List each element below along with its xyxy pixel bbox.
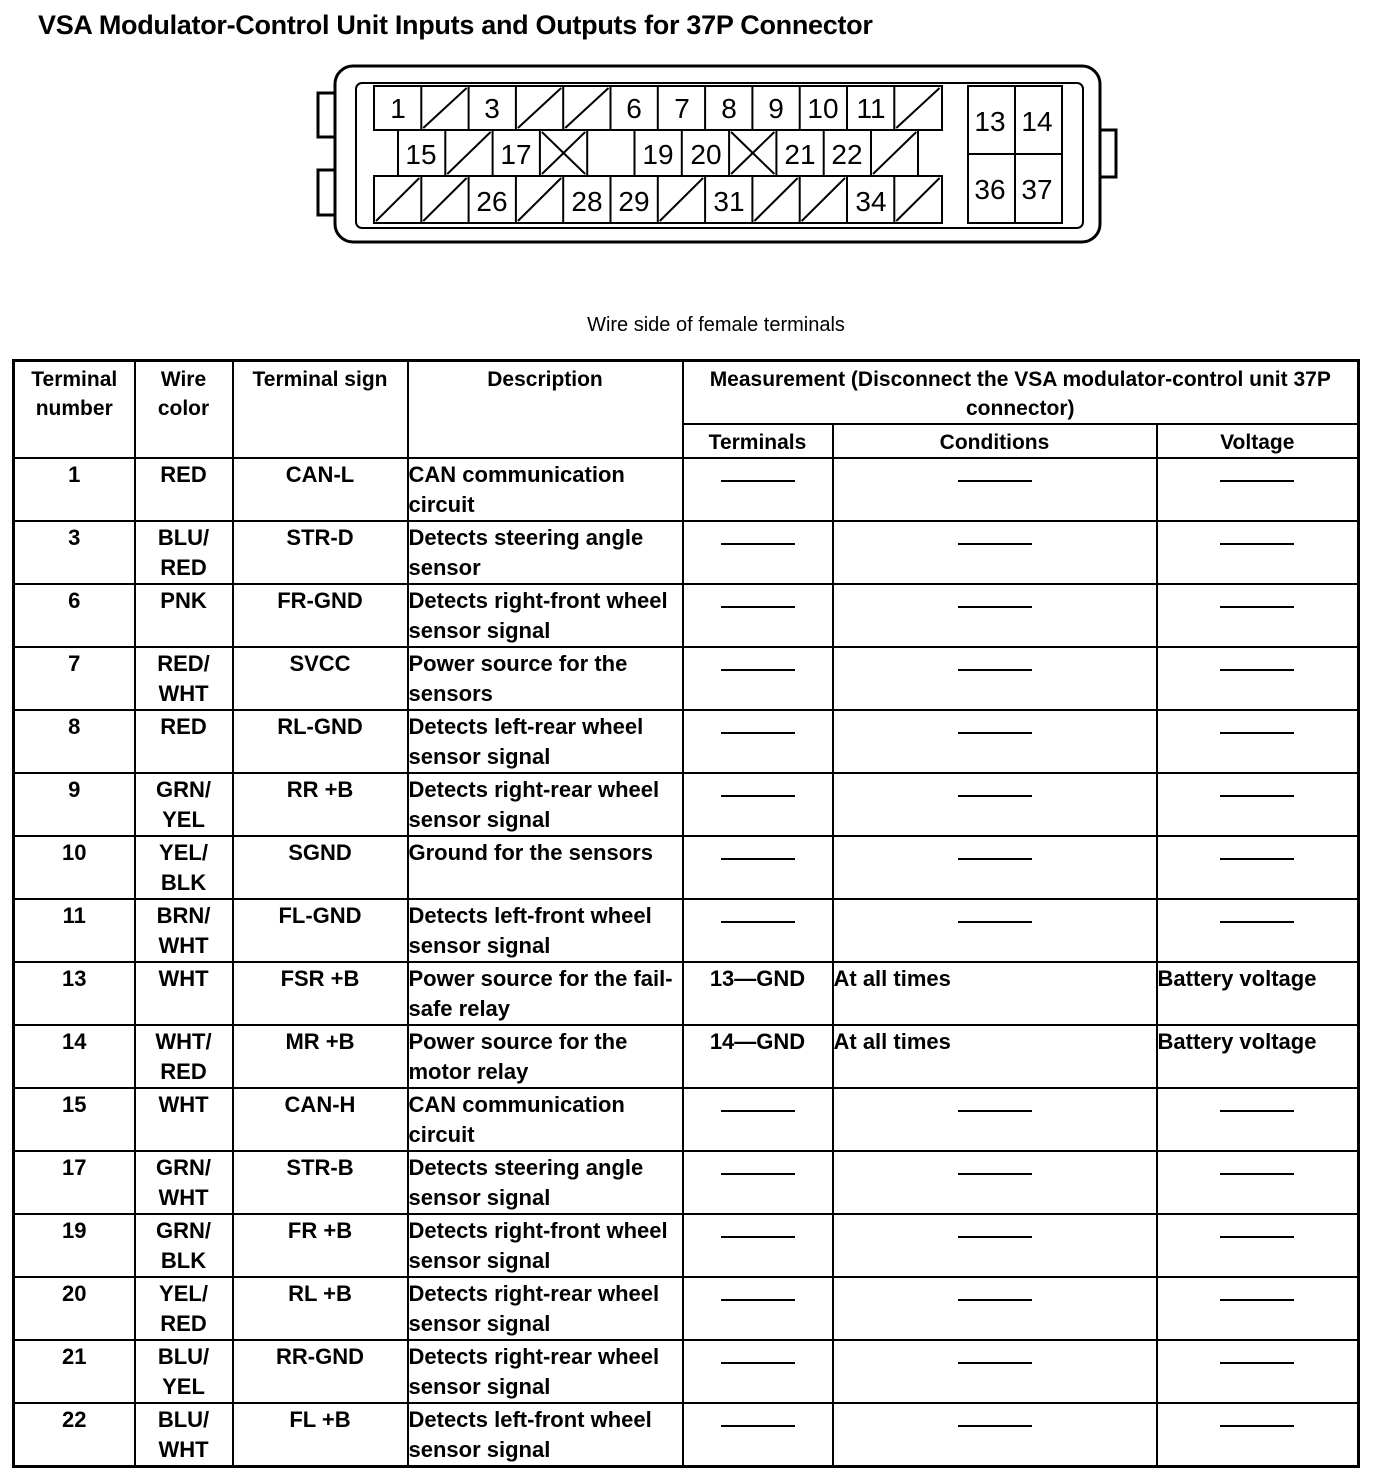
measurement-terminals-cell bbox=[683, 584, 833, 647]
terminal-sign-cell: FL +B bbox=[233, 1403, 408, 1467]
table-row bbox=[14, 899, 1359, 962]
not-applicable-dash bbox=[721, 921, 795, 923]
not-applicable-dash bbox=[1220, 732, 1294, 734]
measurement-conditions-cell bbox=[833, 1277, 1157, 1340]
cavity-label: 22 bbox=[831, 139, 863, 170]
not-applicable-dash bbox=[958, 1299, 1032, 1301]
not-applicable-dash bbox=[721, 606, 795, 608]
cavity-label: 36 bbox=[974, 174, 1006, 205]
cavity-label: 6 bbox=[626, 93, 642, 124]
blocked-cavity-mark bbox=[565, 88, 608, 128]
wire-color-cell: WHT/ RED bbox=[135, 1025, 233, 1088]
terminal-sign-cell: SVCC bbox=[233, 647, 408, 710]
terminal-number-cell: 11 bbox=[14, 899, 135, 962]
measurement-voltage-cell bbox=[1157, 1277, 1359, 1340]
measurement-voltage-cell bbox=[1157, 1340, 1359, 1403]
terminal-sign-cell: STR-B bbox=[233, 1151, 408, 1214]
not-applicable-dash bbox=[958, 732, 1032, 734]
not-applicable-dash bbox=[1220, 1362, 1294, 1364]
measurement-voltage-cell: Battery voltage bbox=[1157, 962, 1359, 1025]
not-applicable-dash bbox=[1220, 1110, 1294, 1112]
table-body bbox=[14, 458, 1359, 1467]
measurement-terminals-cell bbox=[683, 1340, 833, 1403]
terminal-sign-cell: CAN-L bbox=[233, 458, 408, 521]
not-applicable-dash bbox=[1220, 1236, 1294, 1238]
not-applicable-dash bbox=[721, 732, 795, 734]
measurement-terminals-cell bbox=[683, 647, 833, 710]
terminal-sign-cell: RR +B bbox=[233, 773, 408, 836]
description-cell: CAN communication circuit bbox=[408, 458, 683, 521]
wire-color-cell: GRN/ WHT bbox=[135, 1151, 233, 1214]
header-wire-color: Wire color bbox=[135, 361, 233, 459]
terminal-number-cell: 13 bbox=[14, 962, 135, 1025]
description-cell: CAN communication circuit bbox=[408, 1088, 683, 1151]
connector-diagram bbox=[0, 0, 1392, 300]
description-cell: Detects right-front wheel sensor signal bbox=[408, 1214, 683, 1277]
description-cell: Detects right-rear wheel sensor signal bbox=[408, 1277, 683, 1340]
not-applicable-dash bbox=[721, 1362, 795, 1364]
not-applicable-dash bbox=[721, 1425, 795, 1427]
measurement-conditions-cell bbox=[833, 836, 1157, 899]
terminal-sign-cell: RL-GND bbox=[233, 710, 408, 773]
not-applicable-dash bbox=[1220, 543, 1294, 545]
measurement-terminals-cell bbox=[683, 710, 833, 773]
description-cell: Ground for the sensors bbox=[408, 836, 683, 899]
not-applicable-dash bbox=[1220, 1425, 1294, 1427]
blocked-cavity-mark bbox=[447, 132, 490, 174]
table-row bbox=[14, 1214, 1359, 1277]
not-applicable-dash bbox=[721, 858, 795, 860]
wire-color-cell: PNK bbox=[135, 584, 233, 647]
not-applicable-dash bbox=[1220, 795, 1294, 797]
terminal-number-cell: 7 bbox=[14, 647, 135, 710]
blocked-cavity-mark bbox=[518, 178, 561, 221]
measurement-voltage-cell bbox=[1157, 1088, 1359, 1151]
cavity-label: 26 bbox=[476, 186, 508, 217]
cavity-label: 37 bbox=[1021, 174, 1053, 205]
not-applicable-dash bbox=[721, 1299, 795, 1301]
terminal-number-cell: 17 bbox=[14, 1151, 135, 1214]
measurement-voltage-cell bbox=[1157, 1403, 1359, 1467]
terminal-number-cell: 1 bbox=[14, 458, 135, 521]
measurement-conditions-cell: At all times bbox=[833, 962, 1157, 1025]
measurement-conditions-cell bbox=[833, 710, 1157, 773]
not-applicable-dash bbox=[1220, 669, 1294, 671]
description-cell: Power source for the fail-safe relay bbox=[408, 962, 683, 1025]
right-latch bbox=[1100, 130, 1116, 177]
cavity-label: 9 bbox=[768, 93, 784, 124]
table-row bbox=[14, 1403, 1359, 1467]
terminal-number-cell: 19 bbox=[14, 1214, 135, 1277]
measurement-conditions-cell bbox=[833, 521, 1157, 584]
blocked-cavity-mark bbox=[873, 132, 916, 174]
cavity-label: 20 bbox=[690, 139, 722, 170]
header-terminal-number: Terminal number bbox=[14, 361, 135, 459]
description-cell: Detects right-rear wheel sensor signal bbox=[408, 773, 683, 836]
not-applicable-dash bbox=[958, 669, 1032, 671]
measurement-terminals-cell: 13—GND bbox=[683, 962, 833, 1025]
terminal-number-cell: 22 bbox=[14, 1403, 135, 1467]
description-cell: Detects left-front wheel sensor signal bbox=[408, 1403, 683, 1467]
not-applicable-dash bbox=[1220, 606, 1294, 608]
not-applicable-dash bbox=[958, 795, 1032, 797]
description-cell: Power source for the sensors bbox=[408, 647, 683, 710]
blocked-cavity-mark bbox=[660, 178, 703, 221]
not-applicable-dash bbox=[721, 1173, 795, 1175]
cavity-label: 17 bbox=[500, 139, 532, 170]
page-title: VSA Modulator-Control Unit Inputs and Outputs for 37P Connector bbox=[38, 10, 873, 40]
terminal-sign-cell: STR-D bbox=[233, 521, 408, 584]
terminal-sign-cell: SGND bbox=[233, 836, 408, 899]
table-row bbox=[14, 773, 1359, 836]
table-row bbox=[14, 1088, 1359, 1151]
terminal-number-cell: 21 bbox=[14, 1340, 135, 1403]
measurement-voltage-cell bbox=[1157, 773, 1359, 836]
not-applicable-dash bbox=[1220, 1173, 1294, 1175]
not-applicable-dash bbox=[721, 1236, 795, 1238]
measurement-conditions-cell bbox=[833, 1403, 1157, 1467]
not-applicable-dash bbox=[1220, 1299, 1294, 1301]
cavity-label: 10 bbox=[807, 93, 839, 124]
blocked-cavity-mark bbox=[376, 178, 419, 221]
not-applicable-dash bbox=[1220, 921, 1294, 923]
measurement-conditions-cell: At all times bbox=[833, 1025, 1157, 1088]
diagram-caption: Wire side of female terminals bbox=[587, 314, 845, 336]
blocked-cavity-mark bbox=[754, 178, 797, 221]
not-applicable-dash bbox=[958, 1362, 1032, 1364]
table-row bbox=[14, 458, 1359, 521]
description-cell: Detects steering angle sensor signal bbox=[408, 1151, 683, 1214]
terminal-sign-cell: MR +B bbox=[233, 1025, 408, 1088]
description-cell: Detects left-rear wheel sensor signal bbox=[408, 710, 683, 773]
terminal-number-cell: 20 bbox=[14, 1277, 135, 1340]
left-latch-lower bbox=[318, 170, 335, 215]
measurement-voltage-cell bbox=[1157, 836, 1359, 899]
wire-color-cell: RED bbox=[135, 710, 233, 773]
measurement-voltage-cell bbox=[1157, 647, 1359, 710]
measurement-terminals-cell bbox=[683, 899, 833, 962]
table-row bbox=[14, 584, 1359, 647]
blocked-cavity-mark bbox=[896, 88, 939, 128]
wire-color-cell: YEL/ BLK bbox=[135, 836, 233, 899]
not-applicable-dash bbox=[721, 795, 795, 797]
cavity-label: 19 bbox=[642, 139, 674, 170]
measurement-voltage-cell: Battery voltage bbox=[1157, 1025, 1359, 1088]
wire-color-cell: RED bbox=[135, 458, 233, 521]
header-voltage: Voltage bbox=[1157, 424, 1359, 458]
table-row bbox=[14, 962, 1359, 1025]
cavity-label: 11 bbox=[856, 93, 886, 124]
cavity-label: 14 bbox=[1021, 106, 1053, 137]
not-applicable-dash bbox=[721, 1110, 795, 1112]
table-row bbox=[14, 1340, 1359, 1403]
cavity-label: 15 bbox=[405, 139, 437, 170]
not-applicable-dash bbox=[958, 1110, 1032, 1112]
measurement-conditions-cell bbox=[833, 1214, 1157, 1277]
wire-color-cell: RED/ WHT bbox=[135, 647, 233, 710]
table-row bbox=[14, 1277, 1359, 1340]
not-applicable-dash bbox=[958, 1173, 1032, 1175]
terminal-number-cell: 14 bbox=[14, 1025, 135, 1088]
terminal-number-cell: 15 bbox=[14, 1088, 135, 1151]
not-applicable-dash bbox=[958, 1425, 1032, 1427]
not-applicable-dash bbox=[958, 543, 1032, 545]
measurement-voltage-cell bbox=[1157, 1214, 1359, 1277]
description-cell: Detects right-rear wheel sensor signal bbox=[408, 1340, 683, 1403]
description-cell: Detects left-front wheel sensor signal bbox=[408, 899, 683, 962]
not-applicable-dash bbox=[958, 921, 1032, 923]
cavity-label: 3 bbox=[484, 93, 500, 124]
wire-color-cell: YEL/ RED bbox=[135, 1277, 233, 1340]
description-cell: Detects right-front wheel sensor signal bbox=[408, 584, 683, 647]
measurement-conditions-cell bbox=[833, 899, 1157, 962]
blocked-cavity-mark bbox=[423, 88, 466, 128]
table-row bbox=[14, 710, 1359, 773]
table-row bbox=[14, 521, 1359, 584]
terminal-sign-cell: RR-GND bbox=[233, 1340, 408, 1403]
cavity-label: 7 bbox=[674, 93, 690, 124]
measurement-terminals-cell bbox=[683, 1088, 833, 1151]
blocked-cavity-mark bbox=[423, 178, 466, 221]
measurement-terminals-cell bbox=[683, 458, 833, 521]
terminal-number-cell: 3 bbox=[14, 521, 135, 584]
not-applicable-dash bbox=[958, 858, 1032, 860]
terminal-sign-cell: FSR +B bbox=[233, 962, 408, 1025]
description-cell: Detects steering angle sensor bbox=[408, 521, 683, 584]
wire-color-cell: GRN/ BLK bbox=[135, 1214, 233, 1277]
terminal-sign-cell: FL-GND bbox=[233, 899, 408, 962]
terminal-sign-cell: FR +B bbox=[233, 1214, 408, 1277]
terminal-number-cell: 6 bbox=[14, 584, 135, 647]
measurement-voltage-cell bbox=[1157, 710, 1359, 773]
measurement-terminals-cell bbox=[683, 521, 833, 584]
header-measurement: Measurement (Disconnect the VSA modulator-control unit 37P connector) bbox=[683, 361, 1359, 425]
measurement-terminals-cell bbox=[683, 1277, 833, 1340]
measurement-terminals-cell bbox=[683, 1214, 833, 1277]
not-applicable-dash bbox=[721, 669, 795, 671]
measurement-voltage-cell bbox=[1157, 458, 1359, 521]
wire-color-cell: BLU/ RED bbox=[135, 521, 233, 584]
header-terminals: Terminals bbox=[683, 424, 833, 458]
measurement-conditions-cell bbox=[833, 458, 1157, 521]
measurement-voltage-cell bbox=[1157, 521, 1359, 584]
terminal-sign-cell: RL +B bbox=[233, 1277, 408, 1340]
wire-color-cell: BRN/ WHT bbox=[135, 899, 233, 962]
not-applicable-dash bbox=[1220, 480, 1294, 482]
header-terminal-sign: Terminal sign bbox=[233, 361, 408, 459]
measurement-voltage-cell bbox=[1157, 584, 1359, 647]
wire-color-cell: WHT bbox=[135, 962, 233, 1025]
blocked-cavity-mark bbox=[802, 178, 845, 221]
terminal-table bbox=[12, 359, 1360, 1468]
cavity-label: 13 bbox=[974, 106, 1006, 137]
blocked-cavity-mark bbox=[896, 178, 939, 221]
not-applicable-dash bbox=[1220, 858, 1294, 860]
terminal-sign-cell: FR-GND bbox=[233, 584, 408, 647]
measurement-conditions-cell bbox=[833, 1340, 1157, 1403]
measurement-terminals-cell: 14—GND bbox=[683, 1025, 833, 1088]
wire-color-cell: GRN/ YEL bbox=[135, 773, 233, 836]
measurement-terminals-cell bbox=[683, 1403, 833, 1467]
cavity-label: 29 bbox=[618, 186, 650, 217]
not-applicable-dash bbox=[958, 606, 1032, 608]
not-applicable-dash bbox=[721, 480, 795, 482]
measurement-terminals-cell bbox=[683, 1151, 833, 1214]
measurement-conditions-cell bbox=[833, 647, 1157, 710]
blocked-cavity-mark bbox=[518, 88, 561, 128]
cavity-label: 8 bbox=[721, 93, 737, 124]
wire-color-cell: BLU/ YEL bbox=[135, 1340, 233, 1403]
not-applicable-dash bbox=[958, 1236, 1032, 1238]
cavity-label: 31 bbox=[713, 186, 745, 217]
measurement-conditions-cell bbox=[833, 773, 1157, 836]
measurement-conditions-cell bbox=[833, 1088, 1157, 1151]
measurement-terminals-cell bbox=[683, 773, 833, 836]
not-applicable-dash bbox=[721, 543, 795, 545]
description-cell: Power source for the motor relay bbox=[408, 1025, 683, 1088]
terminal-number-cell: 9 bbox=[14, 773, 135, 836]
terminal-number-cell: 10 bbox=[14, 836, 135, 899]
cavity-label: 34 bbox=[855, 186, 887, 217]
left-latch-upper bbox=[318, 93, 335, 137]
cavity-label: 21 bbox=[784, 139, 816, 170]
measurement-conditions-cell bbox=[833, 1151, 1157, 1214]
table-row bbox=[14, 1151, 1359, 1214]
header-conditions: Conditions bbox=[833, 424, 1157, 458]
measurement-terminals-cell bbox=[683, 836, 833, 899]
table-row bbox=[14, 836, 1359, 899]
measurement-conditions-cell bbox=[833, 584, 1157, 647]
terminal-number-cell: 8 bbox=[14, 710, 135, 773]
not-applicable-dash bbox=[958, 480, 1032, 482]
cavity-label: 1 bbox=[390, 93, 406, 124]
terminal-sign-cell: CAN-H bbox=[233, 1088, 408, 1151]
measurement-voltage-cell bbox=[1157, 899, 1359, 962]
table-row bbox=[14, 647, 1359, 710]
header-description: Description bbox=[408, 361, 683, 459]
wire-color-cell: WHT bbox=[135, 1088, 233, 1151]
cavity-label: 28 bbox=[571, 186, 603, 217]
wire-color-cell: BLU/ WHT bbox=[135, 1403, 233, 1467]
table-row bbox=[14, 1025, 1359, 1088]
measurement-voltage-cell bbox=[1157, 1151, 1359, 1214]
